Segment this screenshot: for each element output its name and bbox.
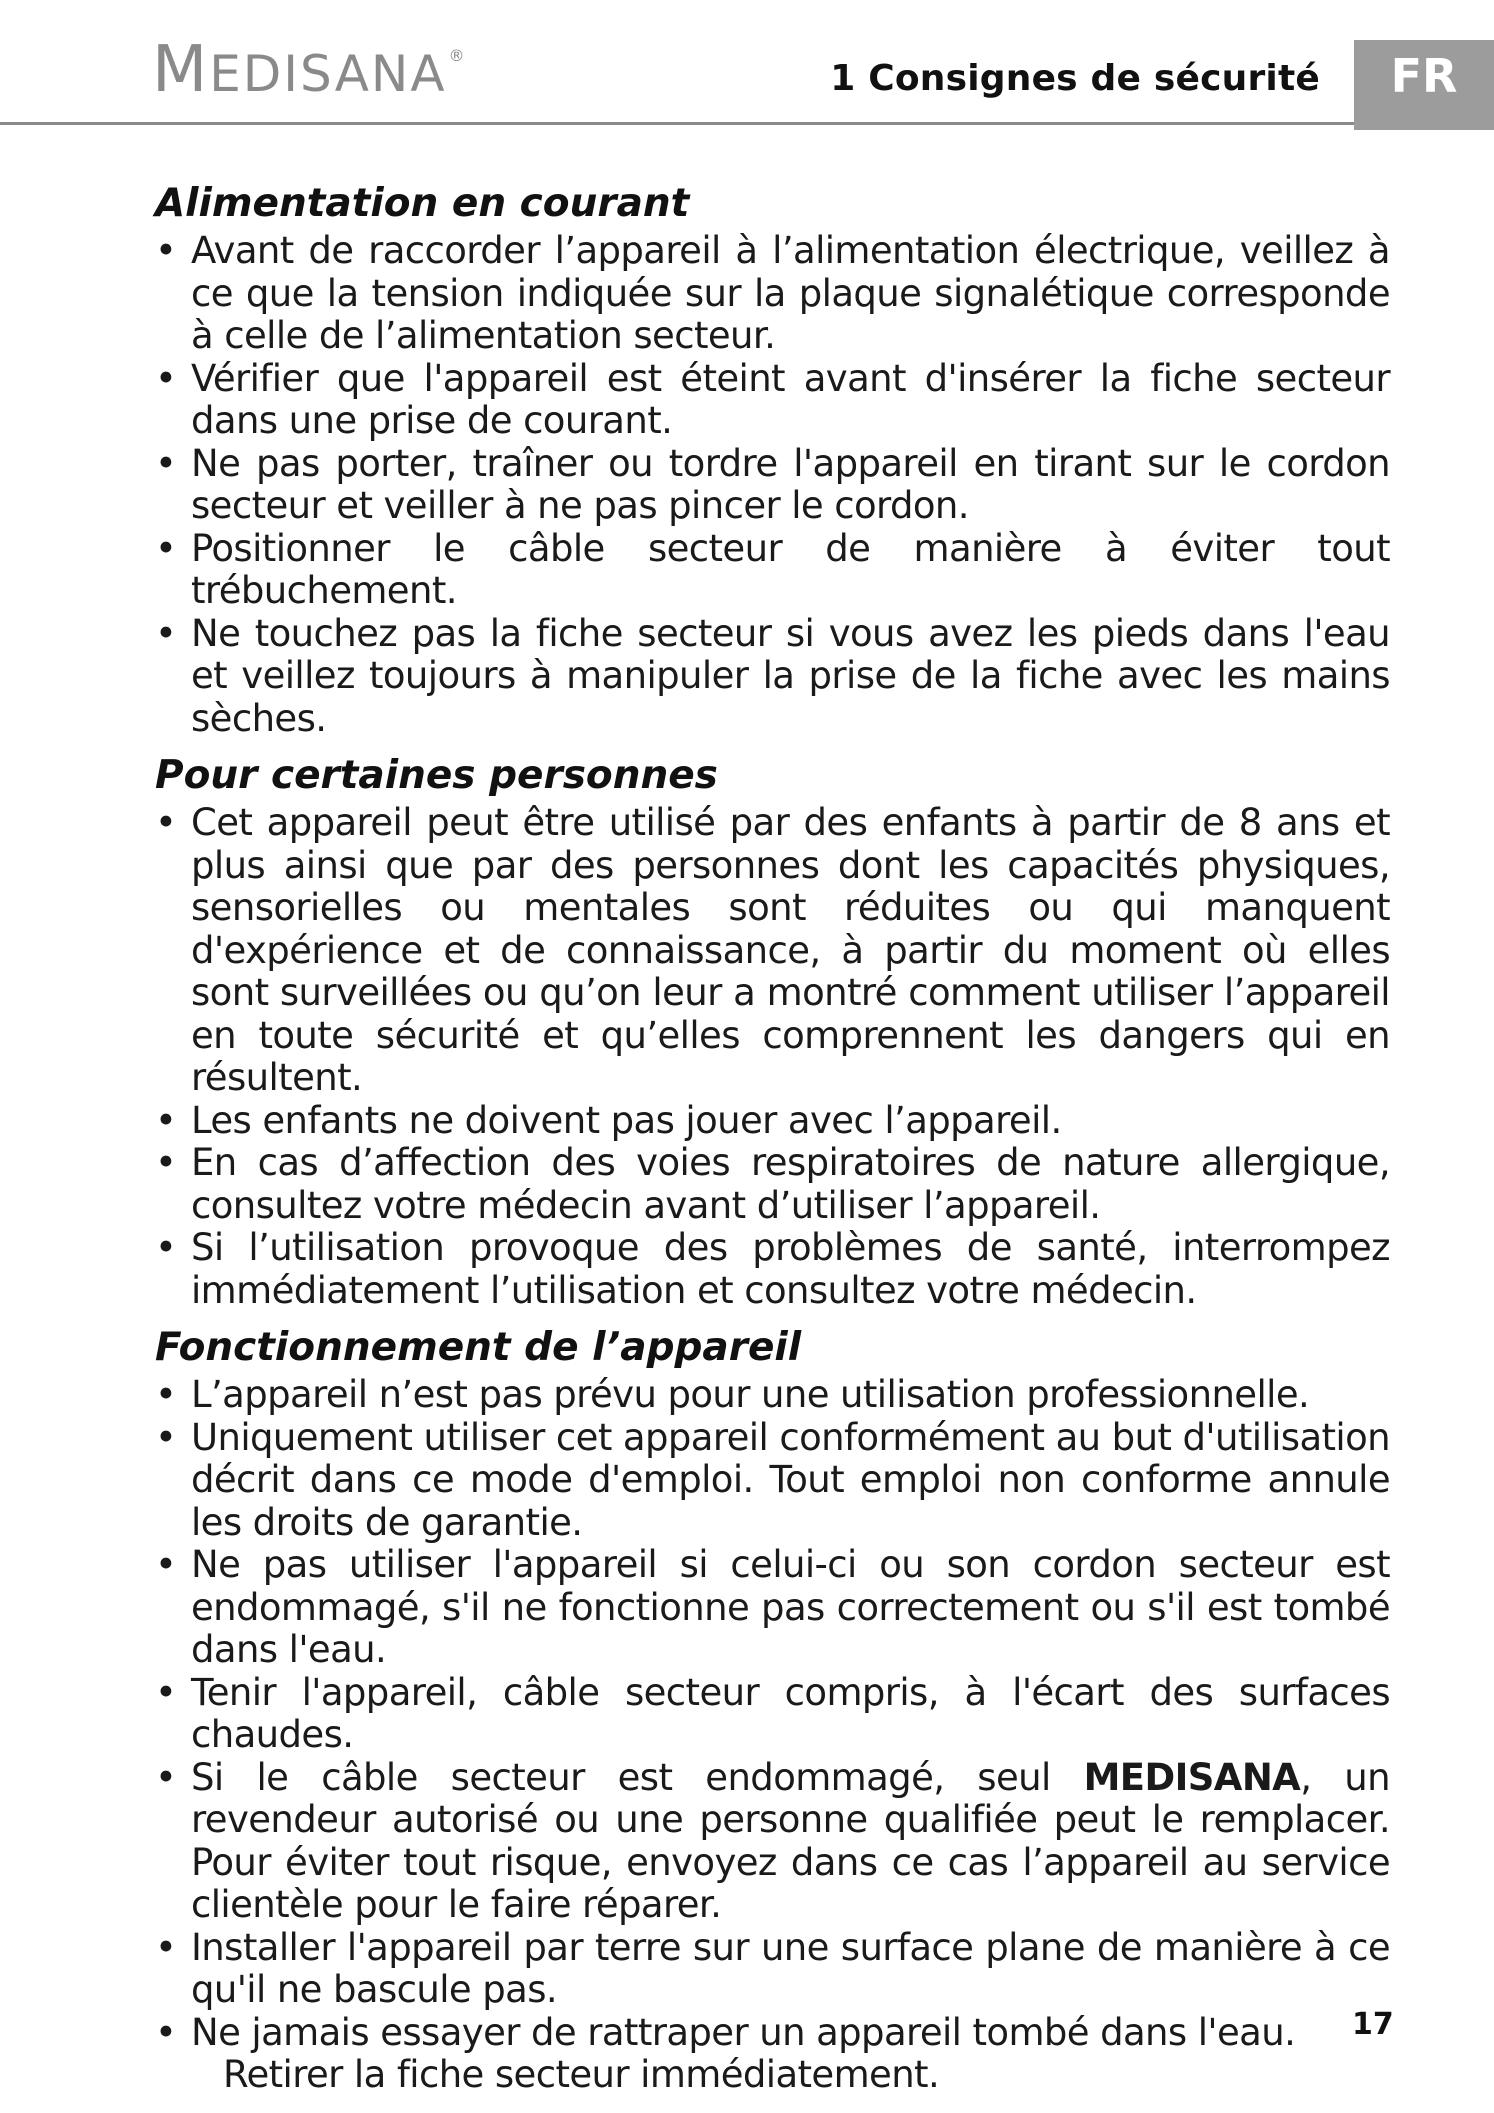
list-item-text-before: Si le câble secteur est endommagé, seul	[191, 1755, 1084, 1799]
bullet-mark: •	[155, 356, 177, 400]
bullet-mark: •	[155, 1373, 177, 1416]
list-item	[155, 1927, 1390, 2012]
bullet-mark: •	[155, 1098, 177, 1142]
chapter-title: 1 Consignes de sécurité	[830, 58, 1320, 99]
list-item-text: Ne jamais essayer de rattraper un appareil tombé dans l'eau.	[191, 2010, 1296, 2054]
list-item	[155, 1417, 1390, 1545]
list-item-text: En cas d’affection des voies respiratoires de nature allergique, consultez votre médecin avant d’utiliser l’appareil.	[191, 1141, 1390, 1227]
section-title: Pour certaines personnes	[155, 753, 718, 798]
section-certain-persons	[155, 750, 1390, 1312]
bullet-mark: •	[155, 801, 177, 844]
list-item-text: Cet appareil peut être utilisé par des enfants à partir de 8 ans et plus ainsi que par des personnes dont les capacités physiques, sensorielles ou mentales sont réduites ou qui manquent d'expérience et de connaissance, à partir du moment où elles sont surveillées ou qu’on leur a montré comment utiliser l’appareil en toute sécurité et qu’elles comprennent les dangers qui en résultent.	[191, 801, 1390, 1099]
bullet-mark: •	[155, 1755, 177, 1799]
bullet-mark: •	[155, 526, 177, 570]
bullet-mark: •	[155, 229, 177, 272]
list-item-text: Installer l'appareil par terre sur une surface plane de manière à ce qu'il ne bascule pas.	[191, 1925, 1390, 2011]
list-item	[155, 528, 1390, 613]
bullet-mark: •	[155, 1925, 177, 1969]
logo-rest: EDISANA	[209, 45, 447, 103]
list-item	[155, 1100, 1390, 1143]
brand-name: MEDISANA	[1083, 1755, 1301, 1799]
header-rule	[0, 122, 1354, 125]
list-item-text-after: , un revendeur autorisé ou une personne qualifiée peut le remplacer. Pour éviter tout risque, envoyez dans ce cas l’appareil au service clientèle pour le faire réparer.	[191, 1755, 1390, 1926]
medisana-logo	[152, 33, 467, 107]
bullet-mark: •	[155, 441, 177, 485]
list-item	[155, 613, 1390, 741]
list-item-text: Tenir l'appareil, câble secteur compris, à l'écart des surfaces chaudes.	[191, 1670, 1390, 1756]
list-item	[155, 1227, 1390, 1312]
bullet-mark: •	[155, 1415, 177, 1459]
list-item-text: Positionner le câble secteur de manière à éviter tout trébuchement.	[191, 526, 1390, 612]
bullet-mark: •	[155, 611, 177, 655]
list-item	[155, 443, 1390, 528]
section-device-operation	[155, 1322, 1390, 2097]
bullet-mark: •	[155, 1226, 177, 1269]
list-item	[155, 1544, 1390, 1672]
section-power-supply	[155, 178, 1390, 740]
list-item	[155, 1142, 1390, 1227]
list-item	[155, 358, 1390, 443]
page-number: 17	[1352, 2007, 1394, 2042]
list-item-text: L’appareil n’est pas prévu pour une utilisation professionnelle.	[191, 1373, 1310, 1416]
bullet-list	[155, 1374, 1390, 2097]
bullet-list	[155, 802, 1390, 1312]
list-item-text: Ne touchez pas la fiche secteur si vous avez les pieds dans l'eau et veillez toujours à manipuler la prise de la fiche avec les mains sèches.	[191, 611, 1390, 740]
list-item-text-continued: Retirer la fiche secteur immédiatement.	[223, 2053, 940, 2096]
page-header	[0, 0, 1494, 130]
section-title: Fonctionnement de l’appareil	[155, 1325, 802, 1370]
list-item	[155, 802, 1390, 1100]
list-item	[155, 230, 1390, 358]
list-item-text: Uniquement utiliser cet appareil conformément au but d'utilisation décrit dans ce mode d'emploi. Tout emploi non conforme annule les droits de garantie.	[191, 1415, 1390, 1544]
language-tab: FR	[1354, 40, 1494, 130]
list-item-text: Ne pas porter, traîner ou tordre l'appareil en tirant sur le cordon secteur et veiller à ne pas pincer le cordon.	[191, 441, 1390, 527]
bullet-mark: •	[155, 1670, 177, 1714]
bullet-list	[155, 230, 1390, 740]
list-item	[155, 1757, 1390, 1927]
list-item-text: Ne pas utiliser l'appareil si celui-ci ou son cordon secteur est endommagé, s'il ne fonctionne pas correctement ou s'il est tombé dans l'eau.	[191, 1543, 1390, 1671]
list-item-text: Les enfants ne doivent pas jouer avec l’appareil.	[191, 1098, 1062, 1142]
list-item	[155, 2012, 1390, 2097]
page-content	[155, 178, 1390, 2097]
list-item	[155, 1672, 1390, 1757]
section-title: Alimentation en courant	[155, 181, 690, 226]
logo-initial: M	[152, 33, 210, 107]
list-item	[155, 1374, 1390, 1417]
bullet-mark: •	[155, 1543, 177, 1586]
logo-registered-mark: ®	[448, 46, 467, 65]
list-item-text: Vérifier que l'appareil est éteint avant d'insérer la fiche secteur dans une prise de courant.	[191, 356, 1390, 442]
list-item-text: Si l’utilisation provoque des problèmes de santé, interrompez immédiatement l’utilisation et consultez votre médecin.	[191, 1226, 1390, 1312]
list-item-text: Avant de raccorder l’appareil à l’alimentation électrique, veillez à ce que la tension indiquée sur la plaque signalétique corresponde à celle de l’alimentation secteur.	[191, 229, 1390, 357]
bullet-mark: •	[155, 1141, 177, 1184]
bullet-mark: •	[155, 2010, 177, 2054]
